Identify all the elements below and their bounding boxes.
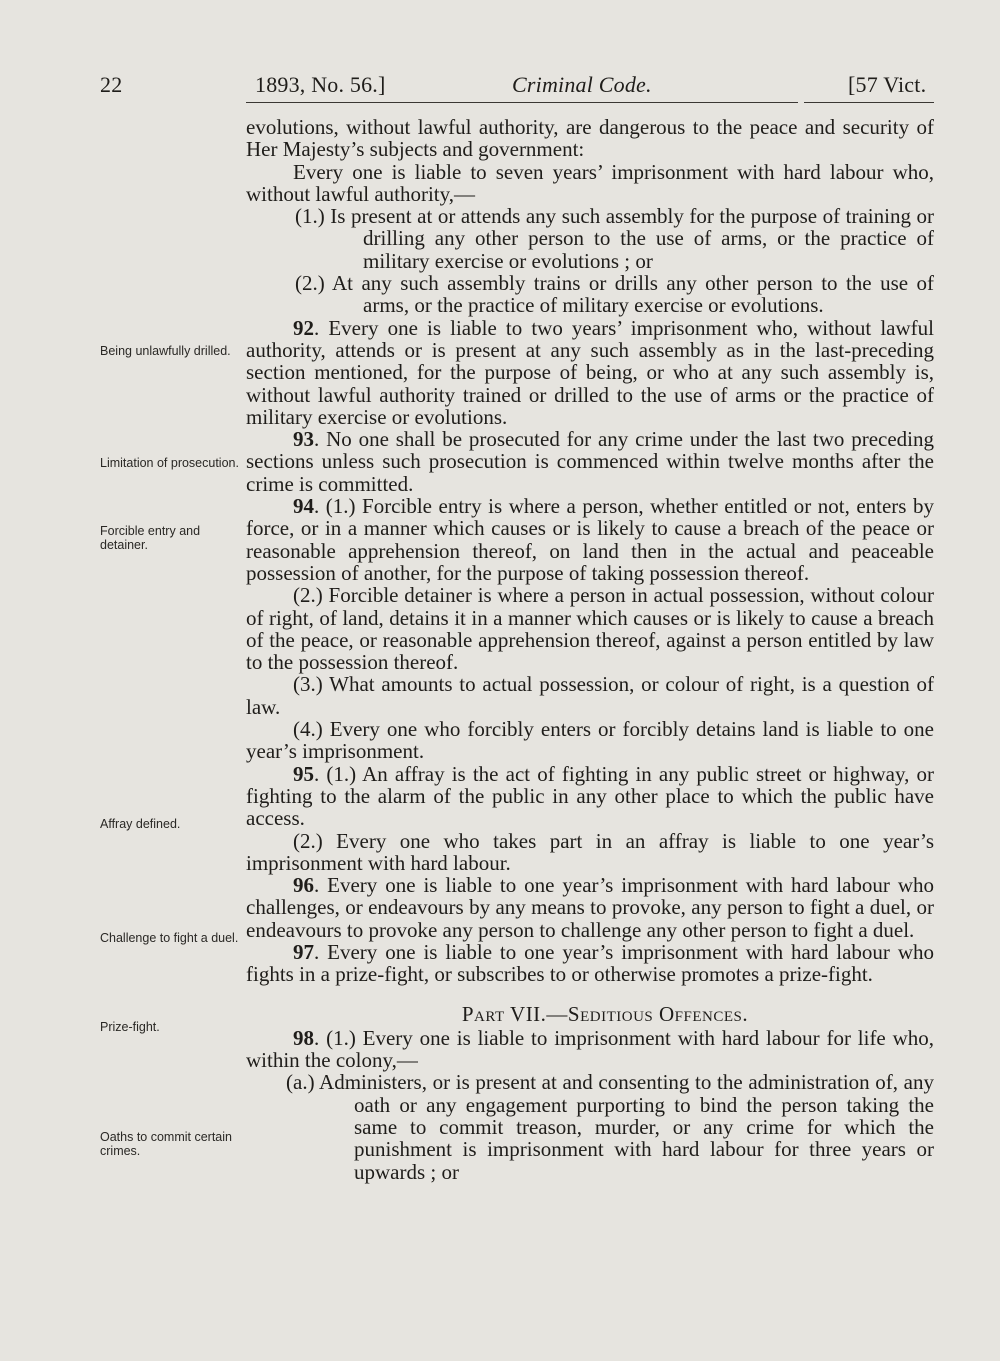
margin-note-unlawful-drilling: Being unlawfully drilled. bbox=[100, 344, 231, 358]
margin-note-limitation: Limitation of prosecution. bbox=[100, 456, 239, 470]
margin-note-oaths: Oaths to commit certain crimes. bbox=[100, 1130, 232, 1158]
main-text bbox=[246, 116, 934, 1183]
section-93 bbox=[246, 428, 934, 495]
section-95 bbox=[246, 763, 934, 830]
margin-note-forcible-entry: Forcible entry and detainer. bbox=[100, 524, 201, 552]
section-text: . (1.) Forcible entry is where a person, whether entitled or not, enters by force, or in a manner which causes or is likely to cause a breach of the peace or reasonable apprehension thereof, on land then in the actual and peaceable possession of another, for the purpose of taking possession thereof. bbox=[246, 494, 934, 585]
section-number: 94 bbox=[293, 494, 314, 519]
section-94-4: (4.) Every one who forcibly enters or forcibly detains land is liable to one year’s imprisonment. bbox=[246, 717, 934, 764]
section-text: . Every one is liable to one year’s imprisonment with hard labour who challenges, or endeavours by any means to provoke, any person to fight a duel, or endeavours to provoke any person to challenge any other person to fight a duel. bbox=[246, 873, 934, 942]
page-number: 22 bbox=[100, 72, 123, 97]
section-number: 93 bbox=[293, 427, 314, 452]
running-title: Criminal Code. bbox=[512, 72, 652, 97]
regnal-year: [57 Vict. bbox=[848, 72, 927, 97]
section-text: . Every one is liable to two years’ imprisonment who, without lawful authority, attends or is present at any such assembly as in the last-preceding section mentioned, for the purpose of being, or who at any such assembly is, without lawful authority trained or drilled to the use of arms or the practice of military exercise or evolutions. bbox=[246, 315, 934, 429]
section-96 bbox=[246, 874, 934, 941]
margin-note-affray: Affray defined. bbox=[100, 817, 181, 831]
header-rule-right bbox=[804, 102, 934, 103]
section-97 bbox=[246, 941, 934, 986]
section-text: . Every one is liable to one year’s imprisonment with hard labour who fights in a prize-fight, or subscribes to or otherwise promotes a prize-fight. bbox=[246, 939, 934, 987]
subclause-a: (a.) Administers, or is present at and consenting to the administration of, any oath or any engagement purporting to bind the person taking the same to commit treason, murder, or any crime for which the punishment is imprisonment with hard labour for three years or upwards ; or bbox=[286, 1070, 934, 1184]
subclause-2: (2.) At any such assembly trains or drills any other person to the use of arms, or the practice of military exercise or evolutions. bbox=[295, 271, 934, 318]
section-95-2: (2.) Every one who takes part in an affray is liable to one year’s imprisonment with hard labour. bbox=[246, 828, 934, 875]
margin-note-duel: Challenge to fight a duel. bbox=[100, 931, 239, 945]
header-rule-left bbox=[246, 102, 798, 103]
paragraph-penalty: Every one is liable to seven years’ imprisonment with hard labour who, without lawful authority,— bbox=[246, 159, 934, 206]
section-number: 92 bbox=[293, 315, 314, 340]
paragraph-continuation: evolutions, without lawful authority, are dangerous to the peace and security of Her Majesty’s subjects and government: bbox=[246, 115, 934, 162]
section-text: . (1.) Every one is liable to imprisonment with hard labour for life who, within the colony,— bbox=[246, 1025, 934, 1073]
section-text: . (1.) An affray is the act of fighting in any public street or highway, or fighting to the alarm of the public in any other place to which the public have access. bbox=[246, 761, 934, 831]
section-94 bbox=[246, 495, 934, 584]
section-number: 97 bbox=[293, 939, 314, 964]
section-number: 98 bbox=[293, 1025, 314, 1050]
part-heading: Part VII.—Seditious Offences. bbox=[461, 1001, 749, 1026]
section-98 bbox=[246, 1027, 934, 1072]
section-92 bbox=[246, 317, 934, 428]
section-94-2: (2.) Forcible detainer is where a person in actual possession, without colour of right, of land, detains it in a manner which causes or is likely to cause a breach of the peace, or reasonable apprehension thereof, against a person entitled by law to the possession thereof. bbox=[246, 583, 934, 675]
section-94-3: (3.) What amounts to actual possession, or colour of right, is a question of law. bbox=[246, 672, 934, 719]
margin-note-prize-fight: Prize-fight. bbox=[100, 1020, 160, 1034]
section-number: 95 bbox=[293, 761, 314, 786]
section-number: 96 bbox=[293, 873, 314, 898]
act-reference: 1893, No. 56.] bbox=[255, 72, 386, 97]
section-text: . No one shall be prosecuted for any crime under the last two preceding sections unless such prosecution is commenced within twelve months after the crime is committed. bbox=[246, 427, 934, 496]
subclause-1: (1.) Is present at or attends any such assembly for the purpose of training or drilling any other person to the use of arms, or the practice of military exercise or evolutions ; or bbox=[295, 204, 934, 273]
